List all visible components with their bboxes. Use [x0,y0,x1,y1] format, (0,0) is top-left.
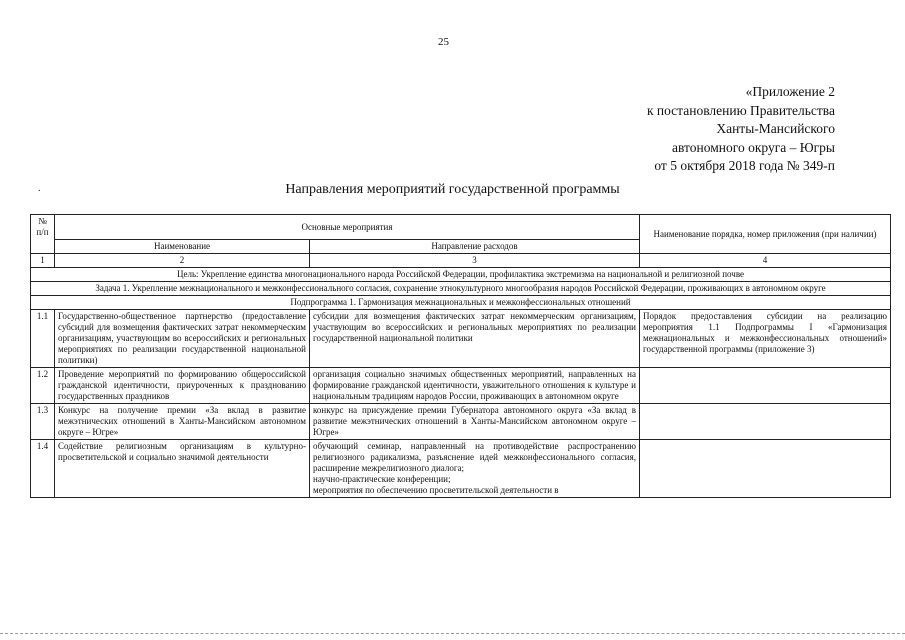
table-row [31,310,891,368]
appendix-line: «Приложение 2 [745,84,835,99]
row-procedure [640,368,891,404]
row-direction: организация социально значимых общественных мероприятий, направленных на формирование гражданской идентичности, уважительного отношения к культуре и национальным традициям народов России, проживающих в автономном округе [310,368,640,404]
direction-line: научно-практические конференции; [313,474,451,484]
task-text: Задача 1. Укрепление межнационального и межконфессионального согласия, сохранение этнокультурного многообразия народов Российской Федерации, проживающих в автономном округе [31,282,891,296]
document-title: Направления мероприятий государственной программы [285,182,620,197]
column-number-row [31,254,891,268]
col-number: 3 [310,254,640,268]
col-number: 4 [640,254,891,268]
table-row [31,368,891,404]
header-num: № п/п [31,215,55,254]
row-name: Проведение мероприятий по формированию общероссийской гражданской идентичности, приуроченных к празднованию государственных праздников [55,368,310,404]
row-name: Государственно-общественное партнерство (предоставление субсидий для возмещения фактических затрат некоммерческим организациям, участвующим во всероссийских и региональных мероприятиях по реализации государственной национальной политики) [55,310,310,368]
appendix-reference [647,83,835,176]
appendix-line: автономного округа – Югры [672,139,835,155]
row-num: 1.2 [31,368,55,404]
direction-line: обучающий семинар, направленный на противодействие распространению религиозного радикализма, разъяснение идей межконфессионального согласия, расширение межрелигиозного диалога; [313,441,636,473]
row-num: 1.1 [31,310,55,368]
col-number: 2 [55,254,310,268]
header-main-activities: Основные мероприятия [55,215,640,240]
appendix-line: к постановлению Правительства [646,102,835,118]
direction-line: мероприятия по обеспечению просветительской деятельности в [313,485,559,495]
goal-row [31,268,891,282]
row-num: 1.4 [31,440,55,498]
task-row [31,282,891,296]
appendix-line: Ханты-Мансийского [716,121,835,136]
row-procedure: Порядок предоставления субсидии на реализацию мероприятия 1.1 Подпрограммы I «Гармонизация межнациональных и межконфессиональных отношений» государственной программы (приложение 3) [640,310,891,368]
subprogram-text: Подпрограмма 1. Гармонизация межнациональных и межконфессиональных отношений [31,296,891,310]
page-bottom-edge [0,633,905,634]
row-direction: субсидии для возмещения фактических затрат некоммерческим организациям, участвующим во всероссийских и региональных мероприятиях по реализации государственной национальной политики [310,310,640,368]
table-row [31,440,891,498]
stray-mark: . [38,183,41,194]
header-procedure: Наименование порядка, номер приложения (при наличии) [640,215,891,254]
page-number: 25 [438,36,449,48]
subprogram-row [31,296,891,310]
header-name: Наименование [55,240,310,254]
row-direction [310,440,640,498]
appendix-line: от 5 октября 2018 года № 349-п [654,158,835,173]
row-procedure [640,440,891,498]
row-procedure [640,404,891,440]
table-row [31,404,891,440]
row-num: 1.3 [31,404,55,440]
goal-text: Цель: Укрепление единства многонационального народа Российской Федерации, профилактика экстремизма на национальной и религиозной почве [31,268,891,282]
row-direction: конкурс на присуждение премии Губернатора автономного округа «За вклад в развитие межэтнических отношений в Ханты-Мансийском автономном округе – Югре» [310,404,640,440]
row-name: Конкурс на получение премии «За вклад в развитие межэтнических отношений в Ханты-Мансийском автономном округе – Югре» [55,404,310,440]
activities-table [30,214,891,498]
header-direction: Направление расходов [310,240,640,254]
col-number: 1 [31,254,55,268]
row-name: Содействие религиозным организациям в культурно-просветительской и социально значимой деятельности [55,440,310,498]
table-header-row [31,215,891,240]
